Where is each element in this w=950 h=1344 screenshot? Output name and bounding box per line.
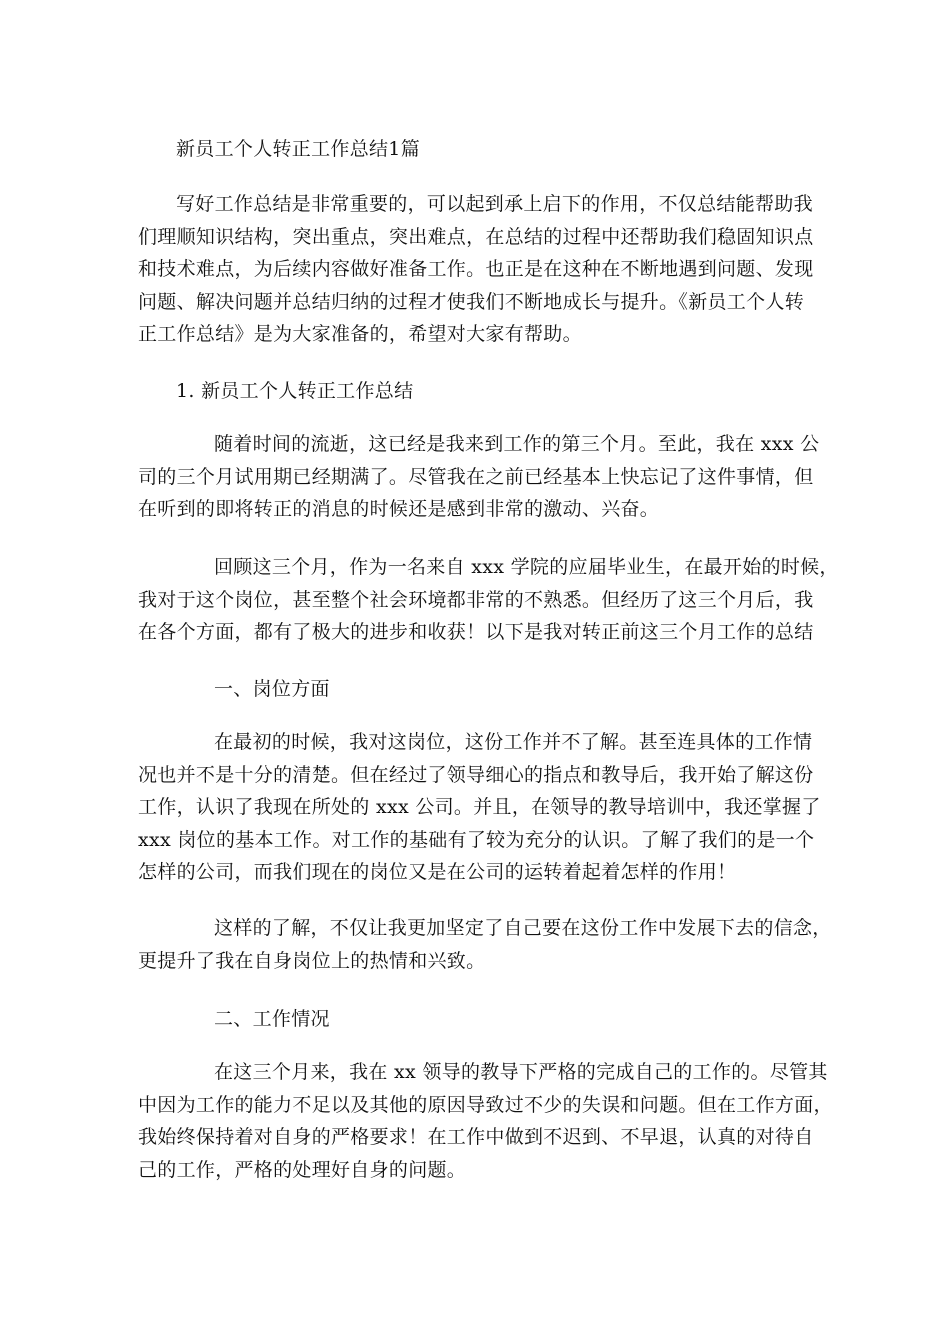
- section-title: 1. 新员工个人转正工作总结: [176, 380, 414, 402]
- paragraph-line: 在最初的时候，我对这岗位，这份工作并不了解。甚至连具体的工作情: [214, 731, 813, 753]
- paragraph-line: 在各个方面，都有了极大的进步和收获！以下是我对转正前这三个月工作的总结: [138, 621, 814, 644]
- paragraph-line: 问题、解决问题并总结归纳的过程才使我们不断地成长与提升。《新员工个人转: [138, 290, 805, 313]
- paragraph-line: 这样的了解，不仅让我更加坚定了自己要在这份工作中发展下去的信念，: [214, 917, 832, 939]
- paragraph-1: [138, 428, 820, 526]
- paragraph-line: 和技术难点，为后续内容做好准备工作。也正是在这种在不断地遇到问题、发现: [138, 258, 814, 281]
- paragraph-line: 己的工作，严格的处理好自身的问题。: [138, 1158, 467, 1181]
- paragraph-line: 更提升了我在自身岗位上的热情和兴致。: [138, 949, 486, 972]
- paragraph-line: 工作，认识了我现在所处的 xxx 公司。并且，在领导的教导培训中，我还掌握了: [138, 796, 821, 819]
- section-heading-2: 二、工作情况: [214, 1008, 330, 1030]
- paragraph-line: 怎样的公司，而我们现在的岗位又是在公司的运转着起着怎样的作用！: [138, 861, 737, 884]
- paragraph-line: 我始终保持着对自身的严格要求！在工作中做到不迟到、不早退，认真的对待自: [138, 1126, 814, 1149]
- paragraph-2: [138, 551, 839, 649]
- paragraph-line: 况也并不是十分的清楚。但在经过了领导细心的指点和教导后，我开始了解这份: [138, 763, 814, 786]
- document-title: 新员工个人转正工作总结1篇: [176, 138, 420, 160]
- paragraph-line: 我对于这个岗位，甚至整个社会环境都非常的不熟悉。但经历了这三个月后，我: [138, 588, 814, 611]
- section-heading-1: 一、岗位方面: [214, 678, 330, 700]
- paragraph-line: 正工作总结》是为大家准备的，希望对大家有帮助。: [138, 323, 582, 346]
- paragraph-5: [138, 1056, 833, 1186]
- paragraph-line: 在听到的即将转正的消息的时候还是感到非常的激动、兴奋。: [138, 498, 660, 521]
- paragraph-line: 中因为工作的能力不足以及其他的原因导致过不少的失误和问题。但在工作方面，: [138, 1093, 833, 1116]
- paragraph-line: 写好工作总结是非常重要的，可以起到承上启下的作用，不仅总结能帮助我: [176, 193, 813, 215]
- paragraph-line: xxx 岗位的基本工作。对工作的基础有了较为充分的认识。了解了我们的是一个: [138, 828, 815, 851]
- paragraph-3: [138, 726, 821, 889]
- paragraph-line: 们理顺知识结构，突出重点，突出难点，在总结的过程中还帮助我们稳固知识点: [138, 225, 814, 248]
- paragraph-line: 随着时间的流逝，这已经是我来到工作的第三个月。至此，我在 xxx 公: [214, 433, 820, 455]
- intro-paragraph: [138, 188, 816, 351]
- paragraph-line: 司的三个月试用期已经期满了。尽管我在之前已经基本上快忘记了这件事情，但: [138, 465, 814, 488]
- paragraph-line: 回顾这三个月，作为一名来自 xxx 学院的应届毕业生，在最开始的时候，: [214, 556, 839, 578]
- paragraph-line: 在这三个月来，我在 xx 领导的教导下严格的完成自己的工作的。尽管其: [214, 1061, 828, 1083]
- paragraph-4: [138, 912, 832, 977]
